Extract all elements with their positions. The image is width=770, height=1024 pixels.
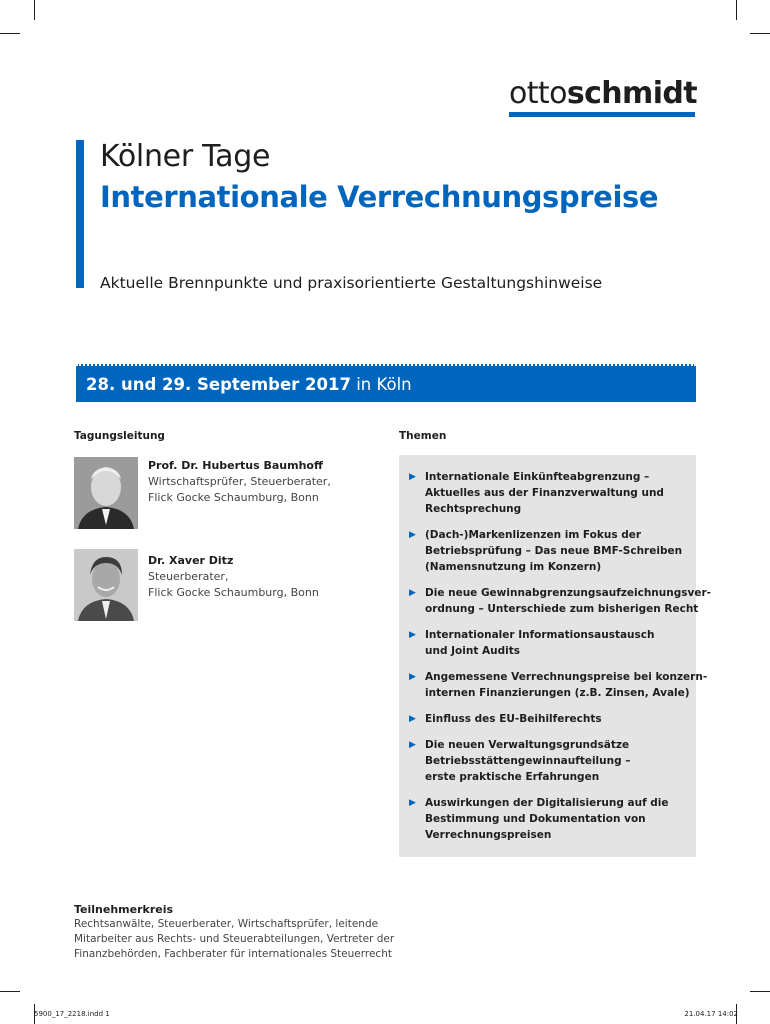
topic-text: internen Finanzierungen (z.B. Zinsen, Avale) bbox=[425, 687, 690, 699]
file-slug: 5900_17_2218.indd 1 bbox=[34, 1010, 110, 1018]
topic-text: und Joint Audits bbox=[425, 645, 520, 657]
event-subtitle: Aktuelle Brennpunkte und praxisorientierte Gestaltungshinweise bbox=[100, 274, 603, 292]
topic-item bbox=[409, 795, 689, 843]
speaker-affiliation: Flick Gocke Schaumburg, Bonn bbox=[148, 491, 319, 504]
topic-list bbox=[409, 469, 712, 853]
topic-text: erste praktische Erfahrungen bbox=[425, 771, 600, 783]
speaker-role: Wirtschaftsprüfer, Steuerberater, bbox=[148, 475, 331, 488]
topic-item bbox=[409, 669, 708, 701]
event-location: in Köln bbox=[356, 375, 412, 394]
bullet-arrow-icon: ▶ bbox=[409, 714, 416, 724]
logo-part-otto: otto bbox=[509, 76, 567, 111]
topic-text: Angemessene Verrechnungspreise bei konzern- bbox=[425, 671, 708, 683]
title-accent-bar bbox=[76, 140, 84, 288]
bullet-arrow-icon: ▶ bbox=[409, 630, 416, 640]
speaker-baumhoff bbox=[148, 458, 331, 506]
topic-text: Betriebsprüfung – Das neue BMF-Schreiben bbox=[425, 545, 683, 557]
speaker-photo-baumhoff bbox=[74, 457, 138, 529]
event-date: 28. und 29. September 2017 bbox=[86, 375, 351, 394]
topic-text: (Namensnutzung im Konzern) bbox=[425, 561, 602, 573]
speaker-ditz bbox=[148, 553, 319, 601]
speaker-photo-ditz bbox=[74, 549, 138, 621]
print-timestamp: 21.04.17 14:02 bbox=[684, 1010, 738, 1018]
crop-mark bbox=[736, 0, 737, 20]
bullet-arrow-icon: ▶ bbox=[409, 588, 416, 598]
topic-text: Die neue Gewinnabgrenzungsaufzeichnungsver- bbox=[425, 587, 712, 599]
topic-text: Die neuen Verwaltungsgrundsätze bbox=[425, 739, 630, 751]
topic-text: ordnung – Unterschiede zum bisherigen Recht bbox=[425, 603, 699, 615]
otto-schmidt-logo bbox=[509, 78, 695, 110]
topic-text: Betriebsstättengewinnaufteilung – bbox=[425, 755, 631, 767]
bullet-arrow-icon: ▶ bbox=[409, 530, 416, 540]
topic-text: Internationaler Informationsaustausch bbox=[425, 629, 655, 641]
event-title: Internationale Verrechnungspreise bbox=[100, 180, 659, 214]
audience-line: Finanzbehörden, Fachberater für internationales Steuerrecht bbox=[74, 948, 392, 960]
speaker-role: Steuerberater, bbox=[148, 570, 229, 583]
topics-heading: Themen bbox=[399, 430, 447, 442]
topic-item bbox=[409, 627, 689, 659]
date-banner bbox=[76, 364, 696, 402]
topic-text: Aktuelles aus der Finanzverwaltung und bbox=[425, 487, 664, 499]
event-series-title: Kölner Tage bbox=[100, 139, 271, 174]
audience-text bbox=[74, 917, 394, 962]
topic-item bbox=[409, 469, 689, 517]
audience-line: Rechtsanwälte, Steuerberater, Wirtschaftsprüfer, leitende bbox=[74, 918, 379, 930]
topic-text: Bestimmung und Dokumentation von bbox=[425, 813, 646, 825]
speaker-affiliation: Flick Gocke Schaumburg, Bonn bbox=[148, 586, 319, 599]
audience-line: Mitarbeiter aus Rechts- und Steuerabteilungen, Vertreter der bbox=[74, 933, 395, 945]
topic-text: Auswirkungen der Digitalisierung auf die bbox=[425, 797, 669, 809]
topic-text: Verrechnungspreisen bbox=[425, 829, 552, 841]
bullet-arrow-icon: ▶ bbox=[409, 672, 416, 682]
topics-panel bbox=[399, 455, 712, 857]
topic-text: Rechtsprechung bbox=[425, 503, 522, 515]
crop-mark bbox=[750, 33, 770, 34]
speaker-name: Prof. Dr. Hubertus Baumhoff bbox=[148, 459, 323, 472]
crop-mark bbox=[750, 991, 770, 992]
topic-item bbox=[409, 711, 689, 727]
crop-mark bbox=[0, 991, 20, 992]
logo-underline bbox=[509, 112, 695, 117]
leadership-heading: Tagungsleitung bbox=[74, 430, 165, 442]
topic-text: (Dach-)Markenlizenzen im Fokus der bbox=[425, 529, 642, 541]
portrait-image bbox=[74, 549, 138, 621]
topic-text: Internationale Einkünfteabgrenzung – bbox=[425, 471, 650, 483]
portrait-image bbox=[74, 457, 138, 529]
topic-item bbox=[409, 737, 689, 785]
logo-part-schmidt: schmidt bbox=[566, 76, 697, 111]
topic-item bbox=[409, 527, 689, 575]
speaker-name: Dr. Xaver Ditz bbox=[148, 554, 234, 567]
bullet-arrow-icon: ▶ bbox=[409, 472, 416, 482]
audience-heading: Teilnehmerkreis bbox=[74, 903, 174, 916]
crop-mark bbox=[0, 33, 20, 34]
bullet-arrow-icon: ▶ bbox=[409, 740, 416, 750]
bullet-arrow-icon: ▶ bbox=[409, 798, 416, 808]
topic-text: Einfluss des EU-Beihilferechts bbox=[425, 713, 602, 725]
topic-item bbox=[409, 585, 712, 617]
crop-mark bbox=[34, 0, 35, 20]
logo-text bbox=[509, 78, 695, 110]
